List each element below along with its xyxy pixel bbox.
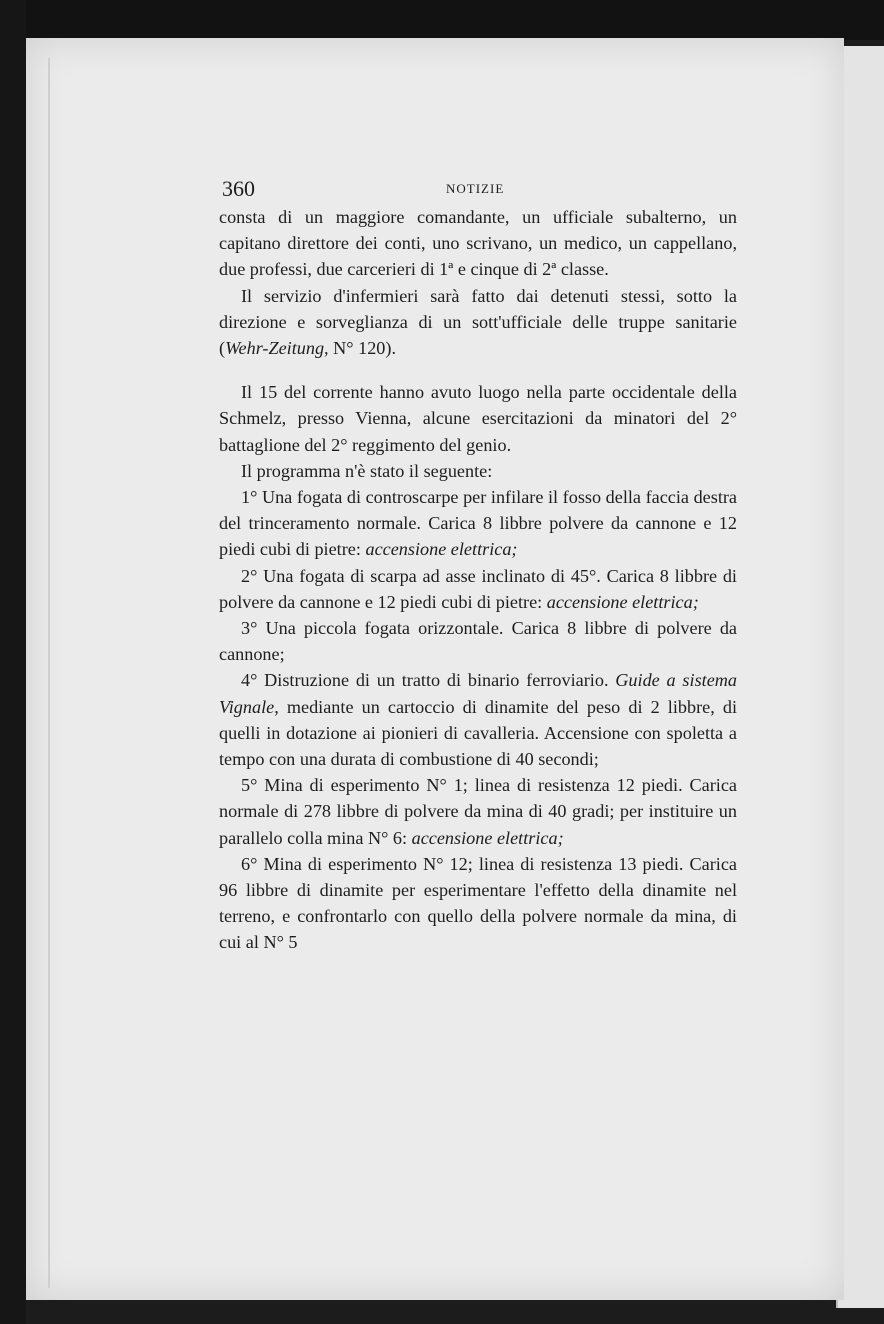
paragraph-4: Il programma n'è stato il seguente: — [241, 460, 493, 481]
scan-background-left — [0, 0, 26, 1324]
body-text — [219, 204, 737, 956]
paragraph-2: Il servizio d'infermieri sarà fatto dai detenuti stessi, sotto la direzione e sorveglianza di un sott'ufficiale delle truppe sanitarie (Wehr-Zeitung, N° 120). — [219, 285, 737, 359]
paragraph-3: Il 15 del corrente hanno avuto luogo nella parte occidentale della Schmelz, presso Vienna, alcune esercitazioni da minatori del 2° battaglione del 2° reggimento del genio. — [219, 382, 737, 455]
running-head: NOTIZIE — [446, 181, 505, 196]
list-item-4: 4° Distruzione di un tratto di binario ferroviario. Guide a sistema Vignale, mediante un cartoccio di dinamite del peso di 2 libbre, di quelli in dotazione ai pionieri di cavalleria. Accensione con spoletta a tempo con una durata di combustione di 40 secondi; — [219, 670, 737, 770]
list-item-5: 5° Mina di esperimento N° 1; linea di resistenza 12 piedi. Carica normale di 278 libbre di polvere da mina di 40 gradi; per instituire un parallelo colla mina N° 6: accensione elettrica; — [219, 775, 737, 848]
list-item-1: 1° Una fogata di controscarpe per infilare il fosso della faccia destra del trinceramento normale. Carica 8 libbre polvere da cannone e 12 piedi cubi di pietre: accensione elettrica; — [219, 487, 737, 560]
list-item-2: 2° Una fogata di scarpa ad asse inclinato di 45°. Carica 8 libbre di polvere da cannone e 12 piedi cubi di pietre: accensione elettrica; — [219, 565, 737, 612]
page-gutter-line — [48, 58, 50, 1288]
page-header — [222, 176, 737, 206]
list-item-3: 3° Una piccola fogata orizzontale. Carica 8 libbre di polvere da cannone; — [219, 618, 737, 665]
list-item-6: 6° Mina di esperimento N° 12; linea di resistenza 13 piedi. Carica 96 libbre di dinamite per esperimentare l'effetto della dinamite nel terreno, e confrontarlo con quello della polvere normale da mina, di cui al N° 5 — [219, 853, 737, 953]
page-number: 360 — [222, 176, 255, 201]
paragraph-1: consta di un maggiore comandante, un ufficiale subalterno, un capitano direttore dei conti, uno scrivano, un medico, un cappellano, due professi, due carcerieri di 1ª e cinque di 2ª classe. — [219, 207, 737, 280]
scan-background-top — [0, 0, 884, 40]
